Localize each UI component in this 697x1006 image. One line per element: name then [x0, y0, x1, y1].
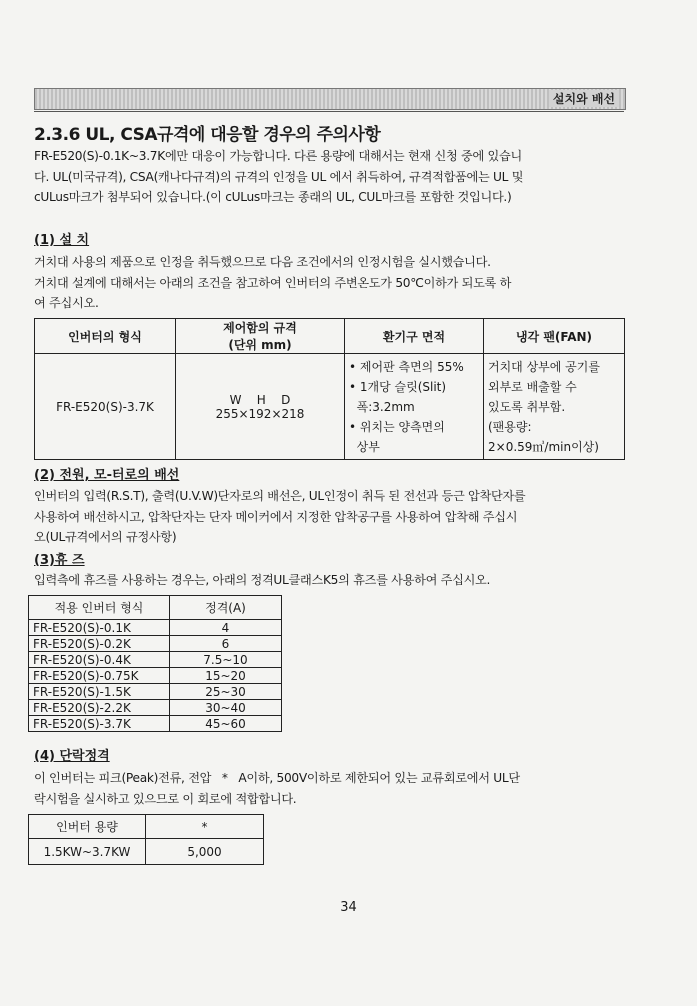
fuse-model: FR-E520(S)-0.75K [29, 668, 170, 684]
fuse-model: FR-E520(S)-1.5K [29, 684, 170, 700]
fuse-model: FR-E520(S)-0.1K [29, 620, 170, 636]
sec2-line: 사용하여 배선하시고, 압착단자는 단자 메이커에서 지정한 압착공구를 사용하여 압착해 주십시 [34, 509, 518, 524]
th-rating: * [146, 815, 264, 839]
cell-fan [484, 354, 625, 460]
fuse-table [28, 595, 282, 732]
short-circuit-table [28, 814, 264, 865]
fuse-rating: 15~20 [170, 668, 282, 684]
table-row [29, 684, 282, 700]
table-row [29, 652, 282, 668]
table-row [29, 839, 264, 865]
sec3-line: 입력측에 휴즈를 사용하는 경우는, 아래의 정격UL클래스K5의 휴즈를 사용하여 주십시오. [34, 573, 491, 587]
sec1-heading: (1) 설 치 [34, 233, 90, 248]
sec1-line: 거치대 설계에 대해서는 아래의 조건을 참고하여 인버터의 주변온도가 50℃이하가 되도록 하 [34, 275, 512, 290]
table-row [29, 668, 282, 684]
chapter-header-label: 설치와 배선 [549, 90, 619, 107]
header-rule [34, 111, 624, 112]
cell-model: FR-E520(S)-3.7K [35, 354, 176, 460]
th-enclosure-label: 제어함의 규격 [223, 321, 297, 335]
fuse-model: FR-E520(S)-0.2K [29, 636, 170, 652]
fuse-rating: 7.5~10 [170, 652, 282, 668]
sec2-line: 인버터의 입력(R.S.T), 출력(U.V.W)단자로의 배선은, UL인정이 취득 된 전선과 등근 압착단자를 [34, 489, 526, 503]
vent-line: 폭:3.2mm [349, 399, 415, 414]
page-number: 34 [340, 900, 357, 915]
sec4-line: 락시험을 실시하고 있으므로 이 회로에 적합합니다. [34, 791, 297, 806]
cell-capacity: 1.5KW~3.7KW [29, 839, 146, 865]
fuse-model: FR-E520(S)-0.4K [29, 652, 170, 668]
fuse-rating: 30~40 [170, 700, 282, 716]
sec1-paragraph [34, 252, 626, 314]
sec4-line: 이 인버터는 피크(Peak)전류, 전압 * A이하, 500V이하로 제한되어 있는 교류회로에서 UL단 [34, 771, 520, 785]
table-row [29, 620, 282, 636]
fan-line: 있도록 취부함. [488, 399, 566, 414]
th-capacity: 인버터 용량 [29, 815, 146, 839]
fan-line: (팬용량: [488, 419, 532, 434]
fan-line: 2×0.59㎥/min이상) [488, 439, 599, 454]
vent-line: • 제어판 측면의 55% [349, 359, 464, 374]
fuse-rating: 25~30 [170, 684, 282, 700]
sec2-heading: (2) 전원, 모-터로의 배선 [34, 468, 180, 483]
intro-paragraph [34, 146, 626, 208]
section-title: 2.3.6 UL, CSA규격에 대응할 경우의 주의사항 [34, 125, 381, 145]
cell-rating: 5,000 [146, 839, 264, 865]
fuse-model: FR-E520(S)-2.2K [29, 700, 170, 716]
dim-labels: W H D [229, 392, 291, 407]
table-row [29, 636, 282, 652]
chapter-header-band [34, 88, 626, 110]
sec1-line: 거치대 사용의 제품으로 인정을 취득했으므로 다음 조건에서의 인정시험을 실시했습니다. [34, 255, 491, 269]
th-enclosure-unit: (단위 mm) [228, 338, 292, 352]
sec2-paragraph [34, 486, 626, 548]
table-row [29, 716, 282, 732]
enclosure-table [34, 318, 625, 460]
cell-dimensions [176, 354, 345, 460]
fan-line: 외부로 배출할 수 [488, 379, 577, 394]
th-model: 인버터의 형식 [35, 319, 176, 354]
th-fan: 냉각 팬(FAN) [484, 319, 625, 354]
sec3-heading: (3)휴 즈 [34, 553, 85, 568]
th-fuse-rating: 정격(A) [170, 596, 282, 620]
vent-line: 상부 [349, 439, 380, 454]
intro-line: cULus마크가 첨부되어 있습니다.(이 cULus마크는 종래의 UL, CUL마크를 포함한 것입니다.) [34, 190, 512, 204]
vent-line: • 위치는 양측면의 [349, 419, 445, 434]
cell-vent [345, 354, 484, 460]
fuse-model: FR-E520(S)-3.7K [29, 716, 170, 732]
table-row [29, 700, 282, 716]
dim-values: 255×192×218 [215, 406, 305, 421]
sec4-paragraph [34, 768, 626, 809]
fan-line: 거치대 상부에 공기를 [488, 359, 600, 374]
fuse-rating: 4 [170, 620, 282, 636]
th-enclosure [176, 319, 345, 354]
th-fuse-model: 적용 인버터 형식 [29, 596, 170, 620]
th-vent: 환기구 면적 [345, 319, 484, 354]
intro-line: FR-E520(S)-0.1K~3.7K에만 대응이 가능합니다. 다른 용량에 대해서는 현재 신청 중에 있습니 [34, 149, 522, 163]
vent-line: • 1개당 슬릿(Slit) [349, 379, 447, 394]
fuse-rating: 45~60 [170, 716, 282, 732]
intro-line: 다. UL(미국규격), CSA(캐나다규격)의 규격의 인정을 UL 에서 취득하여, 규격적합품에는 UL 및 [34, 169, 524, 184]
sec1-line: 여 주십시오. [34, 296, 99, 310]
fuse-rating: 6 [170, 636, 282, 652]
sec2-line: 오(UL규격에서의 규정사항) [34, 530, 177, 544]
sec4-heading: (4) 단락정격 [34, 749, 110, 764]
